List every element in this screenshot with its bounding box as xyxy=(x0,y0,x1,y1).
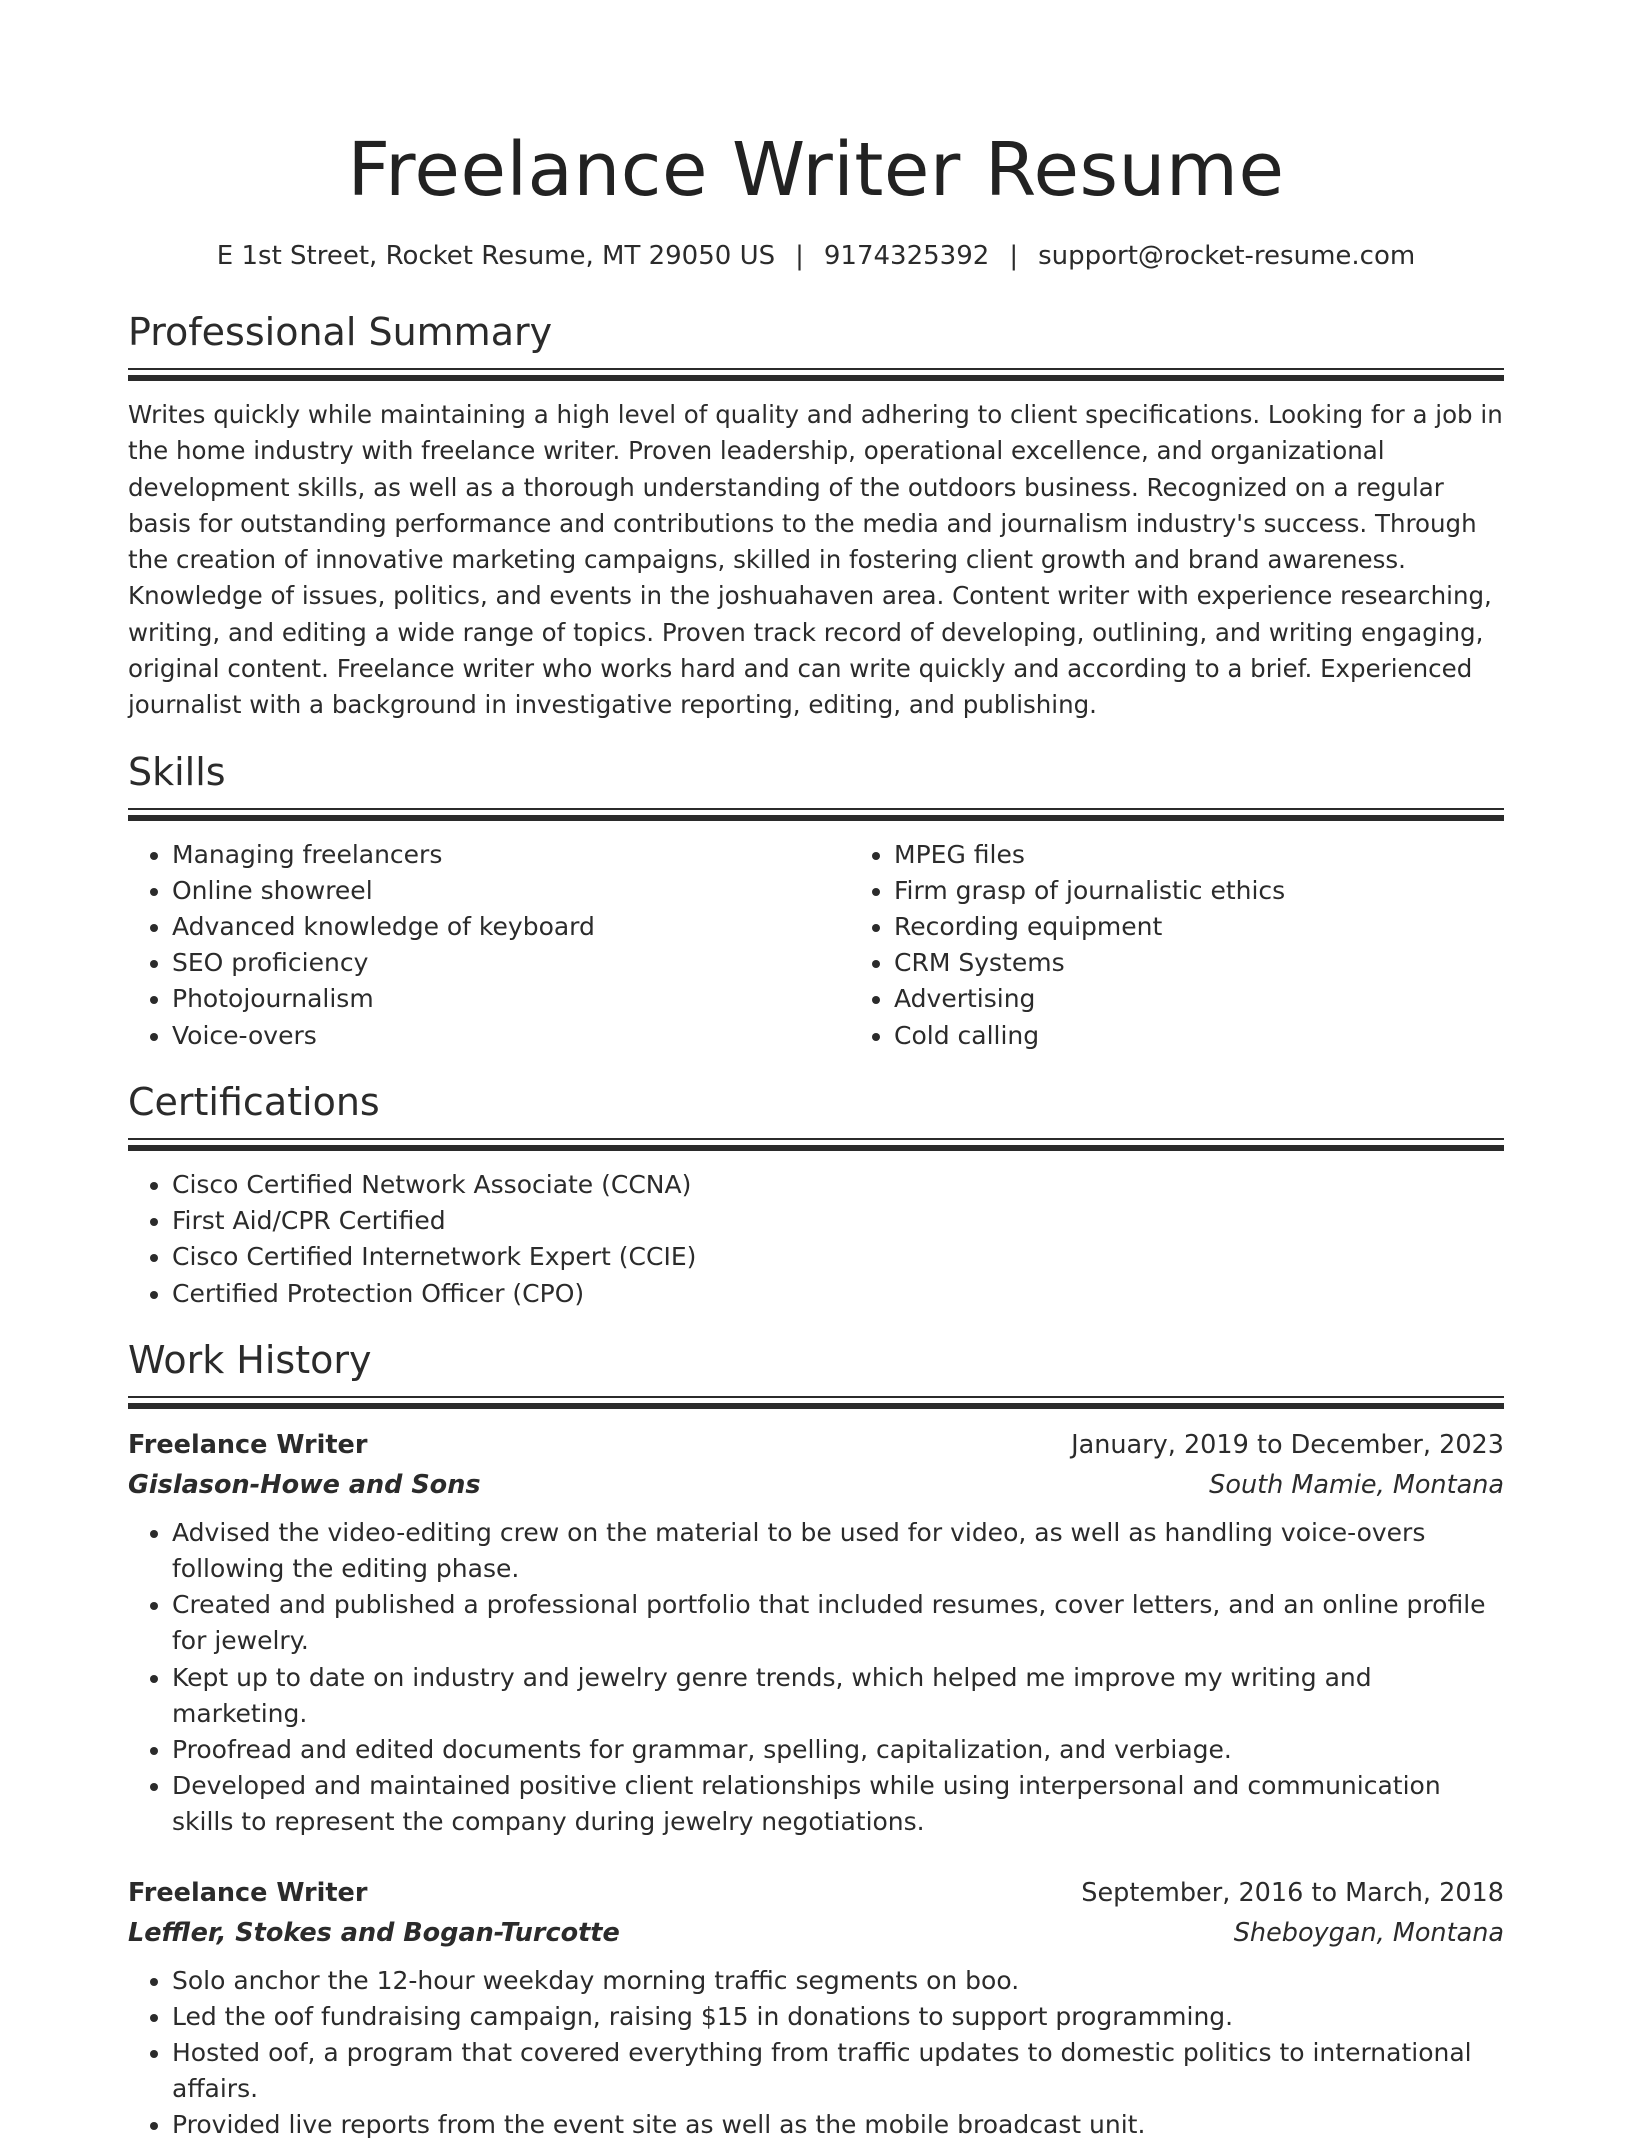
skill-item: • Online showreel xyxy=(172,873,850,909)
job-bullet: • Developed and maintained positive client relationships while using interpersonal and communication skills to represent the company during jewelry negotiations. xyxy=(172,1768,1504,1840)
skill-item: • MPEG files xyxy=(894,837,1572,873)
skill-item: • CRM Systems xyxy=(894,945,1572,981)
certifications-heading: Certifications xyxy=(128,1079,380,1124)
certification-item: • First Aid/CPR Certified xyxy=(172,1203,1504,1239)
work-section xyxy=(128,1336,1504,2144)
job-header xyxy=(128,1873,1504,1913)
job-company: Gislason-Howe and Sons xyxy=(128,1469,481,1500)
certification-item: • Certified Protection Officer (CPO) xyxy=(172,1276,1504,1312)
job-location: Sheboygan, Montana xyxy=(1233,1917,1504,1948)
contact-address: E 1st Street, Rocket Resume, MT 29050 US xyxy=(216,241,776,271)
section-divider xyxy=(128,808,1504,821)
skill-item: • Cold calling xyxy=(894,1018,1572,1054)
resume-page xyxy=(128,0,1504,2144)
job-header xyxy=(128,1425,1504,1465)
certifications-list xyxy=(128,1167,1504,1312)
skill-item: • Managing freelancers xyxy=(172,837,850,873)
work-heading: Work History xyxy=(128,1337,372,1382)
certification-item: • Cisco Certified Internetwork Expert (CCIE) xyxy=(172,1239,1504,1275)
job-bullet: • Solo anchor the 12-hour weekday morning traffic segments on boo. xyxy=(172,1963,1504,1999)
job-dates: September, 2016 to March, 2018 xyxy=(1081,1877,1504,1908)
job-bullet: • Provided live reports from the event site as well as the mobile broadcast unit. xyxy=(172,2107,1504,2143)
section-divider xyxy=(128,1138,1504,1151)
skill-item: • Photojournalism xyxy=(172,981,850,1017)
resume-title: Freelance Writer Resume xyxy=(347,127,1285,213)
job-subheader xyxy=(128,1465,1504,1505)
skill-item: • SEO proficiency xyxy=(172,945,850,981)
job-bullet: • Advised the video-editing crew on the material to be used for video, as well as handling voice-overs following the editing phase. xyxy=(172,1515,1504,1587)
skills-list-right xyxy=(850,837,1572,1054)
job-bullet: • Created and published a professional portfolio that included resumes, cover letters, and an online profile for jewelry. xyxy=(172,1587,1504,1659)
skills-list-left xyxy=(128,837,850,1054)
skill-item: • Advertising xyxy=(894,981,1572,1017)
job-bullets xyxy=(128,1963,1504,2144)
job-entry xyxy=(128,1873,1504,2144)
job-bullet: • Hosted oof, a program that covered everything from traffic updates to domestic politics to international affairs. xyxy=(172,2035,1504,2107)
job-location: South Mamie, Montana xyxy=(1209,1469,1504,1500)
contact-separator: | xyxy=(795,241,804,271)
skill-item: • Advanced knowledge of keyboard xyxy=(172,909,850,945)
job-bullet: • Kept up to date on industry and jewelry genre trends, which helped me improve my writing and marketing. xyxy=(172,1660,1504,1732)
job-dates: January, 2019 to December, 2023 xyxy=(1071,1429,1504,1460)
certifications-section xyxy=(128,1078,1504,1312)
section-divider xyxy=(128,1396,1504,1409)
job-bullet: • Led the oof fundraising campaign, raising $15 in donations to support programming. xyxy=(172,1999,1504,2035)
certification-item: • Cisco Certified Network Associate (CCNA) xyxy=(172,1167,1504,1203)
job-title: Freelance Writer xyxy=(128,1877,368,1908)
skills-columns xyxy=(128,837,1504,1054)
job-company: Leffler, Stokes and Bogan-Turcotte xyxy=(128,1917,620,1948)
summary-text: Writes quickly while maintaining a high level of quality and adhering to client specifications. Looking for a job in the home industry with freelance writer. Proven leadership, operational excellence, and organizational development skills, as well as a thorough understanding of the outdoors business. Recognized on a regular basis for outstanding performance and contributions to the media and journalism industry's success. Through the creation of innovative marketing campaigns, skilled in fostering client growth and brand awareness. Knowledge of issues, politics, and events in the joshuahaven area. Content writer with experience researching, writing, and editing a wide range of topics. Proven track record of developing, outlining, and writing engaging, original content. Freelance writer who works hard and can write quickly and according to a brief. Experienced journalist with a background in investigative reporting, editing, and publishing. xyxy=(128,400,1503,720)
contact-separator: | xyxy=(1009,241,1019,271)
summary-heading: Professional Summary xyxy=(128,310,553,354)
summary-section xyxy=(128,308,1504,724)
job-bullets xyxy=(128,1515,1504,1841)
skills-section xyxy=(128,748,1504,1054)
section-divider xyxy=(128,368,1504,381)
contact-line xyxy=(128,238,1504,274)
skill-item: • Firm grasp of journalistic ethics xyxy=(894,873,1572,909)
job-bullet: • Proofread and edited documents for grammar, spelling, capitalization, and verbiage. xyxy=(172,1732,1504,1768)
skill-item: • Voice-overs xyxy=(172,1018,850,1054)
job-entry xyxy=(128,1425,1504,1841)
contact-email: support@rocket-resume.com xyxy=(1038,241,1416,271)
contact-phone: 9174325392 xyxy=(823,241,990,271)
job-title: Freelance Writer xyxy=(128,1429,368,1460)
skills-heading: Skills xyxy=(128,749,226,794)
job-subheader xyxy=(128,1913,1504,1953)
skill-item: • Recording equipment xyxy=(894,909,1572,945)
